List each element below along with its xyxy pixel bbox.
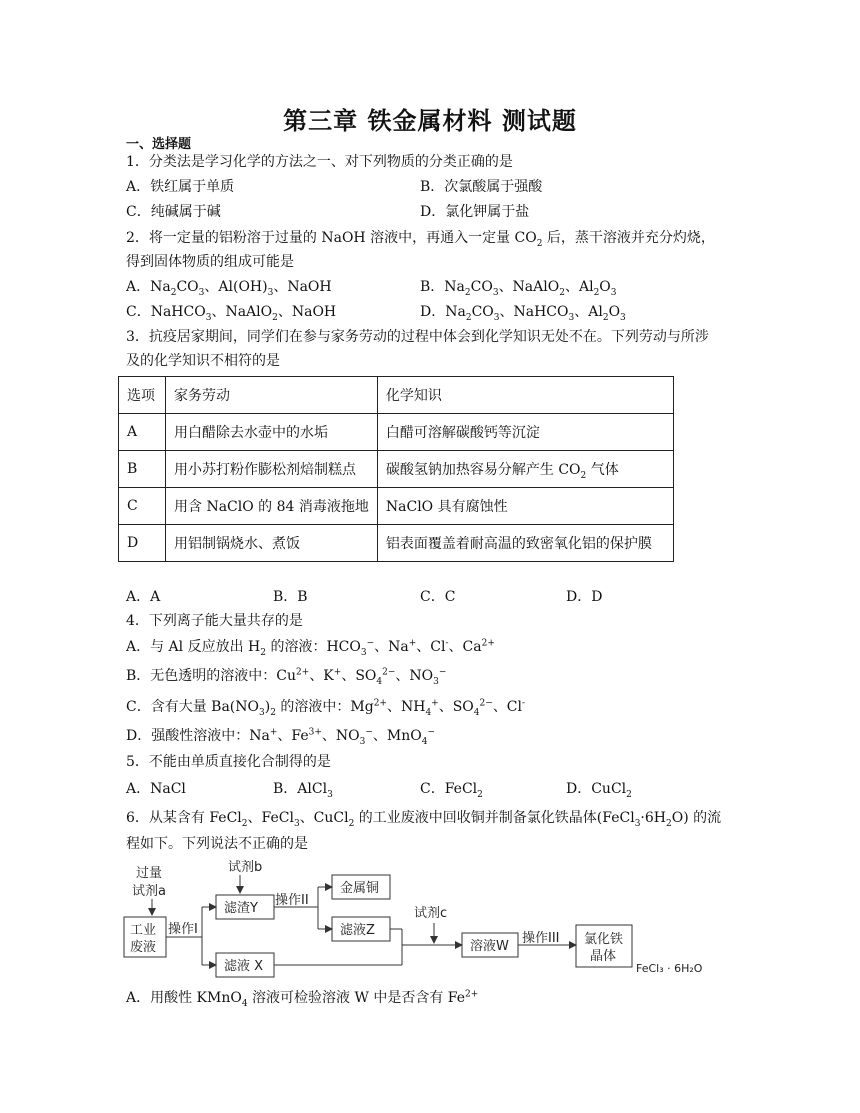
waste-line2: 废液 xyxy=(130,940,157,955)
row-option: B xyxy=(119,451,166,488)
q4-stem: 4．下列离子能大量共存的是 xyxy=(126,613,303,629)
q6-stem-line1: 6．从某含有 FeCl$_2$、FeCl$_3$、CuCl$_2$ 的工业废液中回收铜并制备氯化铁晶体$(FeCl_3\cdot 6H_2O)$ 的流 xyxy=(126,810,722,829)
row-labor: 用白醋除去水壶中的水垢 xyxy=(166,414,378,451)
row-option: C xyxy=(119,488,166,525)
q1-option-c: C．纯碱属于碱 xyxy=(126,204,221,220)
q2-option-d: D．$Na_2CO_3$、NaHCO$_3$、$Al_2O_3$ xyxy=(420,304,626,323)
table-row xyxy=(119,451,674,488)
solution-w-label: 溶液W xyxy=(470,939,509,954)
row-option: D xyxy=(119,525,166,562)
row-knowledge: NaClO 具有腐蚀性 xyxy=(377,488,673,525)
row-labor: 用含 NaClO 的 84 消毒液拖地 xyxy=(166,488,378,525)
q2-option-a: A．$Na_2CO_3$、$Al(OH)_3$、NaOH xyxy=(126,279,332,298)
q5-option-a: A．NaCl xyxy=(126,781,186,797)
reagent-b-label: 试剂b xyxy=(228,860,263,875)
row-option: A xyxy=(119,414,166,451)
reagent-a-line1: 过量 xyxy=(136,866,163,881)
q1-option-b: B．次氯酸属于强酸 xyxy=(420,179,543,195)
q3-table xyxy=(118,376,674,562)
header-knowledge: 化学知识 xyxy=(377,377,673,414)
operation-2-label: 操作II xyxy=(275,893,309,908)
q1-stem: 1．分类法是学习化学的方法之一、对下列物质的分类正确的是 xyxy=(126,154,513,170)
q5-stem: 5．不能由单质直接化合制得的是 xyxy=(126,754,331,770)
waste-line1: 工业 xyxy=(130,923,157,938)
section-heading: 一、选择题 xyxy=(126,137,192,152)
copper-label: 金属铜 xyxy=(340,881,380,896)
q4-option-c: C．含有大量 $Ba(NO_3)_2$ 的溶液中：$Mg^{2+}$、$NH_4^+$、$SO_4^{2-}$、Cl- xyxy=(126,698,526,718)
q4-option-b: B．无色透明的溶液中：$Cu^{2+}$、K+、$SO_4^{2-}$、$NO_3^-$ xyxy=(126,667,447,687)
q3-option-b: B．B xyxy=(273,589,308,605)
row-knowledge: 白醋可溶解碳酸钙等沉淀 xyxy=(377,414,673,451)
filtrate-x-label: 滤液 X xyxy=(224,959,264,974)
q3-stem-line2: 及的化学知识不相符的是 xyxy=(126,353,280,369)
q4-option-d: D．强酸性溶液中：Na+、$Fe^{3+}$、$NO_3^-$、MnO$_4$− xyxy=(126,727,436,747)
header-labor: 家务劳动 xyxy=(166,377,378,414)
crystal-formula: FeCl₃ · 6H₂O xyxy=(636,962,703,975)
q2-stem-line2: 得到固体物质的组成可能是 xyxy=(126,254,294,270)
q1-option-d: D．氯化钾属于盐 xyxy=(420,204,530,220)
crystal-line1: 氯化铁 xyxy=(584,932,624,947)
table-row xyxy=(119,488,674,525)
q2-stem-line1: 2．将一定量的铝粉溶于过量的 NaOH 溶液中，再通入一定量 $CO_2$ 后，蒸干溶液并充分灼烧， xyxy=(126,230,715,249)
row-knowledge: 铝表面覆盖着耐高温的致密氧化铝的保护膜 xyxy=(377,525,673,562)
q3-option-d: D．D xyxy=(566,589,603,605)
q5-option-d: D．CuCl$_2$ xyxy=(566,781,632,800)
q1-option-a: A．铁红属于单质 xyxy=(126,179,235,195)
operation-3-label: 操作III xyxy=(522,931,560,946)
table-row xyxy=(119,414,674,451)
operation-1-label: 操作I xyxy=(168,922,198,937)
q5-option-b: B．AlCl$_3$ xyxy=(273,781,333,800)
header-option: 选项 xyxy=(119,377,166,414)
q2-option-c: C．NaHCO$_3$、NaAlO$_2$、NaOH xyxy=(126,304,337,323)
filtrate-z-label: 滤液Z xyxy=(340,923,375,938)
crystal-line2: 晶体 xyxy=(590,949,617,964)
q3-option-c: C．C xyxy=(420,589,456,605)
row-knowledge: 碳酸氢钠加热容易分解产生 $CO_2$ 气体 xyxy=(377,451,673,488)
q6-option-a: A．用酸性 KMnO$_4$ 溶液可检验溶液 W 中是否含有 $Fe^{2+}$ xyxy=(126,989,479,1009)
q6-stem-line2: 程如下。下列说法不正确的是 xyxy=(126,836,308,852)
reagent-c-label: 试剂c xyxy=(414,906,448,921)
reagent-a-line2: 试剂a xyxy=(132,884,166,899)
table-header-row xyxy=(119,377,674,414)
table-row xyxy=(119,525,674,562)
q5-option-c: C．FeCl$_2$ xyxy=(420,781,483,800)
q4-option-a: A．与 Al 反应放出 $H_2$ 的溶液：$HCO_3^-$、Na+、Cl-、$Ca^{2+}$ xyxy=(126,638,495,658)
q3-option-a: A．A xyxy=(126,589,161,605)
q3-stem-line1: 3．抗疫居家期间，同学们在参与家务劳动的过程中体会到化学知识无处不在。下列劳动与所涉 xyxy=(126,329,709,345)
page-title: 第三章 铁金属材料 测试题 xyxy=(283,106,577,135)
row-labor: 用小苏打粉作膨松剂焙制糕点 xyxy=(166,451,378,488)
residue-y-label: 滤渣Y xyxy=(224,901,258,916)
q2-option-b: B．$Na_2CO_3$、NaAlO$_2$、$Al_2O_3$ xyxy=(420,279,617,298)
row-labor: 用铝制锅烧水、煮饭 xyxy=(166,525,378,562)
process-flow-diagram xyxy=(120,855,740,980)
